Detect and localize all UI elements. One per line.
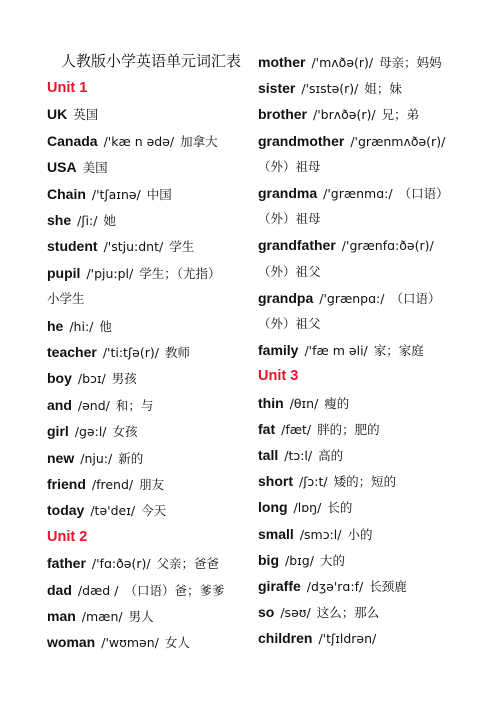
vocab-word: grandmother (258, 132, 345, 149)
vocab-word: Chain (47, 185, 86, 202)
vocab-phonetic: /'grænmɑ:/ (323, 186, 393, 201)
vocab-word: and (47, 396, 72, 413)
vocab-word: grandma (258, 185, 318, 201)
vocab-meaning: 这么；那么 (316, 605, 380, 621)
vocab-phonetic: /'brʌðə(r)/ (313, 107, 376, 123)
unit-heading (47, 79, 87, 98)
continuation-line (47, 290, 85, 309)
vocab-phonetic: /'fæ m əli/ (304, 343, 368, 359)
vocab-entry (258, 105, 419, 125)
unit-label: Unit 2 (47, 528, 88, 545)
vocab-word: she (47, 212, 72, 228)
vocab-entry (258, 420, 380, 440)
vocab-meaning: 学生；（尤指） (139, 265, 221, 281)
vocab-phonetic: /nju:/ (80, 450, 113, 466)
vocab-phonetic: /gə:l/ (74, 424, 107, 440)
vocab-word: father (47, 555, 86, 572)
unit-label: Unit 1 (47, 80, 88, 96)
vocab-meaning: 他 (99, 318, 112, 334)
vocab-phonetic: /tə'deɪ/ (90, 503, 136, 519)
vocab-meaning: （口语） (390, 290, 441, 306)
vocab-meaning: 大的 (319, 552, 345, 568)
vocab-phonetic: /dæd / (77, 582, 119, 598)
vocab-meaning: 她 (103, 213, 116, 228)
vocab-word: small (258, 525, 294, 542)
vocab-entry (47, 185, 172, 205)
vocab-word: teacher (47, 344, 97, 360)
vocab-phonetic: /bɔɪ/ (77, 371, 106, 387)
unit-heading (258, 367, 298, 386)
vocab-word: mother (258, 54, 306, 70)
meaning-continuation: 小学生 (47, 291, 85, 307)
vocab-phonetic: /'grænfɑ:ðə(r)/ (341, 238, 434, 254)
vocab-meaning: 学生 (169, 239, 195, 255)
vocab-phonetic: /ənd/ (77, 397, 110, 413)
vocab-word: friend (47, 476, 86, 492)
vocab-meaning: 英国 (73, 107, 99, 123)
meaning-continuation: （外）祖母 (258, 211, 321, 227)
vocab-phonetic: /'tʃaɪnə/ (91, 186, 141, 202)
vocab-word: tall (258, 447, 279, 463)
vocab-phonetic: /'ti:tʃə(r)/ (102, 345, 159, 360)
vocab-entry (47, 132, 218, 152)
vocab-meaning: 矮的；短的 (333, 474, 397, 490)
vocab-phonetic: /smɔ:l/ (299, 526, 342, 542)
vocab-meaning: 瘦的 (324, 395, 350, 411)
vocab-phonetic: /'grænmʌðə(r)/ (350, 133, 446, 149)
vocab-entry (47, 501, 166, 521)
vocab-word: dad (47, 581, 72, 598)
vocab-meaning: 兄；弟 (381, 107, 420, 123)
vocab-phonetic: /'kæ n ədə/ (103, 133, 175, 149)
vocab-word: Canada (47, 132, 98, 149)
vocab-meaning: 姐；妹 (364, 81, 402, 97)
vocab-phonetic: /bɪg/ (285, 552, 314, 568)
vocab-meaning: 今天 (141, 503, 167, 519)
vocab-word: pupil (47, 264, 81, 281)
vocab-word: giraffe (258, 578, 301, 594)
vocab-meaning: 中国 (146, 186, 172, 202)
meaning-continuation: （外）祖父 (258, 316, 321, 331)
vocab-word: grandfather (258, 237, 336, 254)
vocab-entry (47, 607, 154, 627)
meaning-continuation: （外）祖母 (258, 158, 321, 174)
vocab-meaning: 长的 (327, 500, 353, 516)
vocab-word: USA (47, 159, 77, 176)
continuation-line (258, 158, 321, 177)
vocab-entry (258, 289, 440, 309)
vocab-entry (258, 236, 434, 256)
unit-label: Unit 3 (258, 368, 299, 385)
vocab-entry (47, 633, 190, 653)
vocab-entry (258, 551, 345, 571)
vocab-entry (258, 525, 373, 545)
vocab-phonetic: /θɪn/ (289, 395, 319, 411)
vocab-entry (258, 629, 376, 649)
vocab-entry (258, 577, 407, 597)
vocab-entry (47, 422, 138, 442)
vocab-word: new (47, 449, 75, 466)
vocab-word: student (47, 238, 98, 255)
vocab-word: girl (47, 423, 69, 440)
vocab-entry (47, 554, 219, 574)
vocab-word: fat (258, 420, 276, 437)
vocab-meaning: 教师 (164, 345, 190, 360)
vocab-phonetic: /mæn/ (81, 609, 123, 624)
vocab-entry (258, 53, 442, 73)
vocab-phonetic: /'mʌðə(r)/ (311, 55, 374, 70)
vocab-word: short (258, 473, 293, 490)
vocab-entry (47, 264, 221, 284)
vocab-phonetic: /'tʃɪldrən/ (318, 631, 377, 647)
vocab-meaning: 胖的；肥的 (317, 421, 380, 437)
vocab-meaning: 高的 (318, 448, 344, 463)
vocab-entry (47, 449, 143, 469)
vocab-entry (258, 184, 449, 204)
page-title: 人教版小学英语单元词汇表 (61, 52, 242, 70)
vocab-entry (258, 341, 424, 361)
vocab-word: woman (47, 634, 96, 651)
vocab-entry (47, 581, 224, 601)
vocab-phonetic: /'pju:pl/ (86, 265, 134, 281)
vocab-meaning: （口语）爸；爹爹 (124, 582, 225, 598)
unit-heading (47, 528, 87, 547)
vocab-phonetic: /'fɑ:ðə(r)/ (91, 556, 151, 572)
vocab-entry (47, 396, 153, 416)
vocab-entry (47, 158, 108, 178)
vocab-entry (258, 394, 349, 414)
vocab-entry (47, 317, 112, 337)
vocab-meaning: 加拿大 (180, 133, 218, 149)
vocab-word: today (47, 502, 85, 519)
vocab-meaning: 长颈鹿 (369, 579, 407, 594)
vocab-word: man (47, 608, 76, 624)
vocab-meaning: 美国 (82, 160, 108, 176)
vocab-phonetic: /frend/ (91, 477, 134, 492)
continuation-line (258, 263, 321, 282)
vocab-word: big (258, 551, 279, 568)
vocab-meaning: 女人 (164, 635, 190, 651)
vocab-entry (258, 498, 352, 518)
vocab-word: thin (258, 394, 284, 411)
vocab-entry (47, 475, 164, 495)
vocab-phonetic: /'sɪstə(r)/ (301, 81, 359, 97)
vocab-phonetic: /fæt/ (281, 421, 312, 437)
vocab-entry (47, 343, 190, 363)
vocab-meaning: 男人 (128, 609, 154, 624)
vocab-meaning: 新的 (118, 450, 144, 466)
vocab-entry (258, 132, 445, 152)
vocab-word: family (258, 342, 299, 359)
vocab-meaning: 家；家庭 (373, 343, 424, 359)
vocab-word: long (258, 499, 288, 516)
continuation-line (258, 210, 321, 229)
vocab-meaning: 和；与 (115, 397, 154, 413)
vocab-word: sister (258, 80, 296, 97)
vocab-word: children (258, 630, 313, 647)
vocab-word: he (47, 317, 64, 334)
vocab-entry (258, 79, 402, 99)
vocab-word: UK (47, 106, 68, 123)
vocab-entry (47, 369, 137, 389)
vocab-word: brother (258, 106, 307, 123)
vocab-word: so (258, 604, 275, 621)
vocab-meaning: 男孩 (111, 371, 137, 387)
vocab-entry (258, 472, 396, 492)
vocab-phonetic: /'stju:dnt/ (103, 239, 164, 255)
vocab-phonetic: /ʃɔ:t/ (299, 474, 328, 490)
vocab-meaning: 父亲；爸爸 (156, 556, 220, 572)
vocab-word: grandpa (258, 289, 314, 306)
vocab-phonetic: /səʊ/ (280, 605, 311, 621)
vocab-entry (47, 105, 98, 125)
vocab-meaning: 女孩 (112, 424, 138, 440)
continuation-line (258, 315, 321, 334)
vocab-phonetic: /lɒŋ/ (293, 500, 322, 516)
meaning-continuation: （外）祖父 (258, 263, 321, 279)
vocab-entry (258, 603, 379, 623)
vocab-phonetic: /dʒə'rɑ:f/ (306, 579, 364, 594)
vocab-entry (47, 211, 116, 231)
vocab-phonetic: /hi:/ (69, 318, 94, 334)
vocab-meaning: 母亲；妈妈 (379, 55, 442, 70)
vocab-word: boy (47, 370, 72, 387)
vocab-meaning: 小的 (347, 526, 373, 542)
vocab-phonetic: /'grænpɑ:/ (319, 290, 385, 306)
vocab-entry (47, 237, 194, 257)
vocab-phonetic: /'wʊmən/ (101, 635, 159, 651)
vocab-phonetic: /ʃi:/ (77, 213, 98, 228)
vocab-meaning: （口语） (398, 186, 449, 201)
vocab-meaning: 朋友 (139, 477, 165, 492)
vocab-phonetic: /tɔ:l/ (284, 448, 313, 463)
vocab-entry (258, 446, 343, 466)
